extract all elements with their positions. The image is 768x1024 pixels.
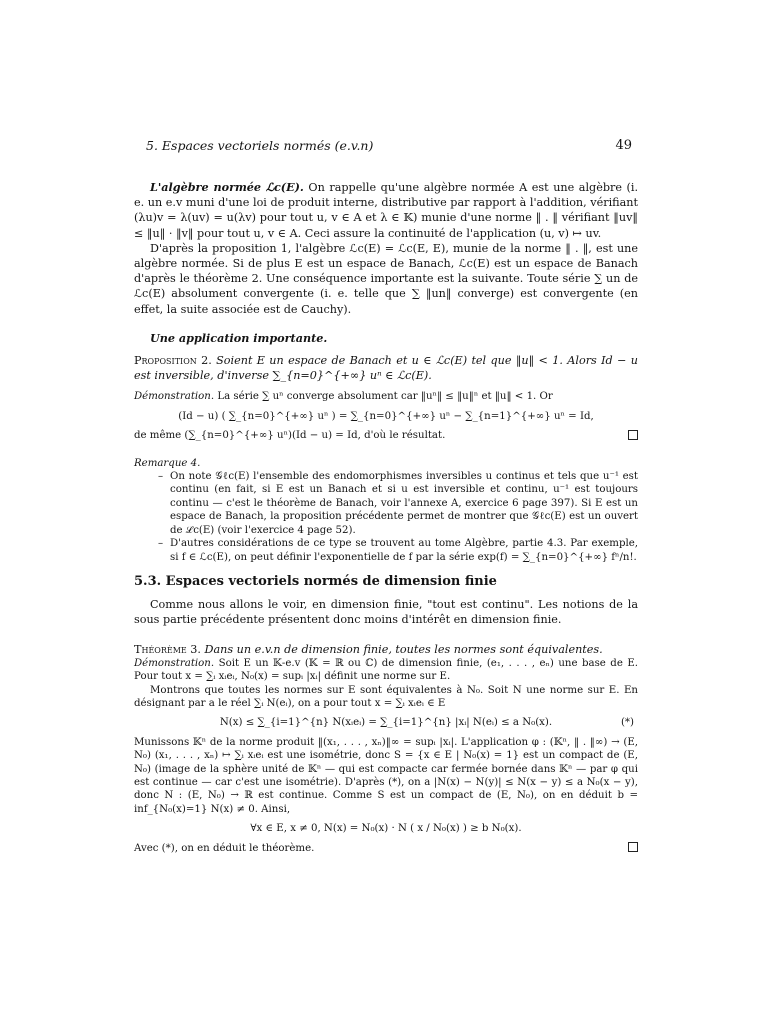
demo2-paragraph-2: Montrons que toutes les normes sur E sont équivalentes à N₀. Soit N une norme sur E. En désignant par a le réel ∑ᵢ N(eᵢ), on a pour tout x = ∑ᵢ xᵢeᵢ ∈ E — [134, 684, 638, 709]
theorem-label: Théorème 3. — [134, 642, 201, 656]
section-title: 5.3. Espaces vectoriels normés de dimension finie — [134, 573, 497, 589]
qed-symbol — [628, 842, 638, 852]
demonstration-2 — [134, 657, 638, 855]
demo1-label: Démonstration. — [134, 391, 215, 403]
demo2-text: Soit E un 𝕂-e.v (𝕂 = ℝ ou ℂ) de dimension finie, (e₁, . . . , eₙ) une base de E. Pour tout x = ∑ᵢ xᵢeᵢ, N₀(x) = supᵢ |xᵢ| définit une norme sur E. — [134, 657, 638, 683]
demonstration-1 — [134, 390, 638, 442]
theorem-text: Dans un e.v.n de dimension finie, toutes les normes sont équivalentes. — [204, 642, 603, 656]
remark-item-1: – On note 𝒢ℓc(E) l'ensemble des endomorphismes inversibles u continus et tels que u⁻¹ est continu (en fait, si E est un Banach et si u est inversible et continu, u⁻¹ est toujours continu — c'est le théorème de Banach, voir l'annexe A, exercice 6 page 397). Si E est un espace de Banach, la proposition précédente permet de montrer que 𝒢ℓc(E) est un ouvert de ℒc(E) (voir l'exercice 4 page 52). — [158, 471, 638, 536]
proposition — [134, 353, 638, 383]
algebra-paragraph-2: D'après la proposition 1, l'algèbre ℒc(E) = ℒc(E, E), munie de la norme ‖ . ‖, est une algèbre normée. Si de plus E est un espace de Banach, ℒc(E) est un espace de Banach d'après le théorème 2. Une conséquence importante est la suivante. Toute série ∑ un de ℒc(E) absolument convergente (i. e. telle que ∑ ‖un‖ converge) est convergente (en effet, la suite associée est de Cauchy). — [134, 241, 638, 316]
demo2-end: Avec (*), on en déduit le théorème. — [134, 842, 315, 854]
qed-symbol — [628, 430, 638, 440]
demo1-formula: (Id − u) ( ∑_{n=0}^{+∞} uⁿ ) = ∑_{n=0}^{+∞} uⁿ − ∑_{n=1}^{+∞} uⁿ = Id, — [178, 410, 594, 422]
equation-tag: (*) — [620, 717, 634, 729]
running-header: 5. Espaces vectoriels normés (e.v.n) — [146, 138, 374, 153]
proposition-text: Soient E un espace de Banach et u ∈ ℒc(E) tel que ‖u‖ < 1. Alors Id − u est inversible, d'inverse ∑_{n=0}^{+∞} uⁿ ∈ ℒc(E). — [134, 354, 639, 383]
proposition-label: Proposition 2. — [134, 354, 212, 368]
demo2-label: Démonstration. — [134, 657, 215, 669]
demo2-end-line — [134, 842, 638, 855]
remark-item-2: – D'autres considérations de ce type se trouvent au tome Algèbre, partie 4.3. Par exemple, si f ∈ ℒc(E), on peut définir l'exponentielle de f par la série exp(f) = ∑_{n=0}^{+∞} fⁿ/n!. — [158, 538, 638, 563]
theorem — [134, 642, 638, 657]
page-body — [134, 180, 638, 855]
demo1-text: La série ∑ uⁿ converge absolument car ‖uⁿ‖ ≤ ‖u‖ⁿ et ‖u‖ < 1. Or — [217, 391, 553, 403]
section-intro: Comme nous allons le voir, en dimension finie, "tout est continu". Les notions de la sous partie précédente présentent donc moins d'intérêt en dimension finie. — [134, 598, 638, 627]
demo1-end-line — [134, 429, 638, 442]
demo2-paragraph-3: Munissons 𝕂ⁿ de la norme produit ‖(x₁, . . . , xₙ)‖∞ = supᵢ |xᵢ|. L'application φ : (𝕂ⁿ, ‖ . ‖∞) → (E, N₀) (x₁, . . . , xₙ) ↦ ∑ᵢ xᵢeᵢ est une isométrie, donc S = {x ∈ E | N₀(x) = 1} est un compact de (E, N₀) (image de la sphère unité de 𝕂ⁿ — qui est compacte car fermée bornée dans 𝕂ⁿ — par φ qui est continue — car c'est une isométrie). D'après (*), on a |N(x) − N(y)| ≤ N(x − y) ≤ a N₀(x − y), donc N : (E, N₀) → ℝ est continue. Comme S est un compact de (E, N₀), on en déduit b = inf_{N₀(x)=1} N(x) ≠ 0. Ainsi, — [134, 736, 638, 815]
page-number: 49 — [615, 138, 632, 153]
remark-4 — [134, 457, 638, 564]
application-title: Une application importante. — [150, 330, 328, 345]
algebra-title: L'algèbre normée ℒc(E). — [150, 180, 304, 194]
demo2-formula-1: N(x) ≤ ∑_{i=1}^{n} N(xᵢeᵢ) = ∑_{i=1}^{n} |xᵢ| N(eᵢ) ≤ a N₀(x). (*) — [219, 717, 634, 729]
remark-label: Remarque 4. — [134, 457, 201, 469]
algebra-paragraph — [134, 180, 638, 241]
remark-list — [134, 470, 638, 564]
algebra-text: On rappelle qu'une algèbre normée A est une algèbre (i. e. un e.v muni d'une loi de produit interne, distributive par rapport à l'addition, vérifiant (λu)v = λ(uv) = u(λv) pour tout u, v ∈ A et λ ∈ 𝕂) munie d'une norme ‖ . ‖ vérifiant ‖uv‖ ≤ ‖u‖ · ‖v‖ pour tout u, v ∈ A. Ceci assure la continuité de l'application (u, v) ↦ uv. — [134, 181, 639, 240]
demo1-end: de même (∑_{n=0}^{+∞} uⁿ)(Id − u) = Id, d'où le résultat. — [134, 430, 446, 442]
demo2-formula-2: ∀x ∈ E, x ≠ 0, N(x) = N₀(x) · N ( x / N₀(x) ) ≥ b N₀(x). — [250, 823, 522, 835]
